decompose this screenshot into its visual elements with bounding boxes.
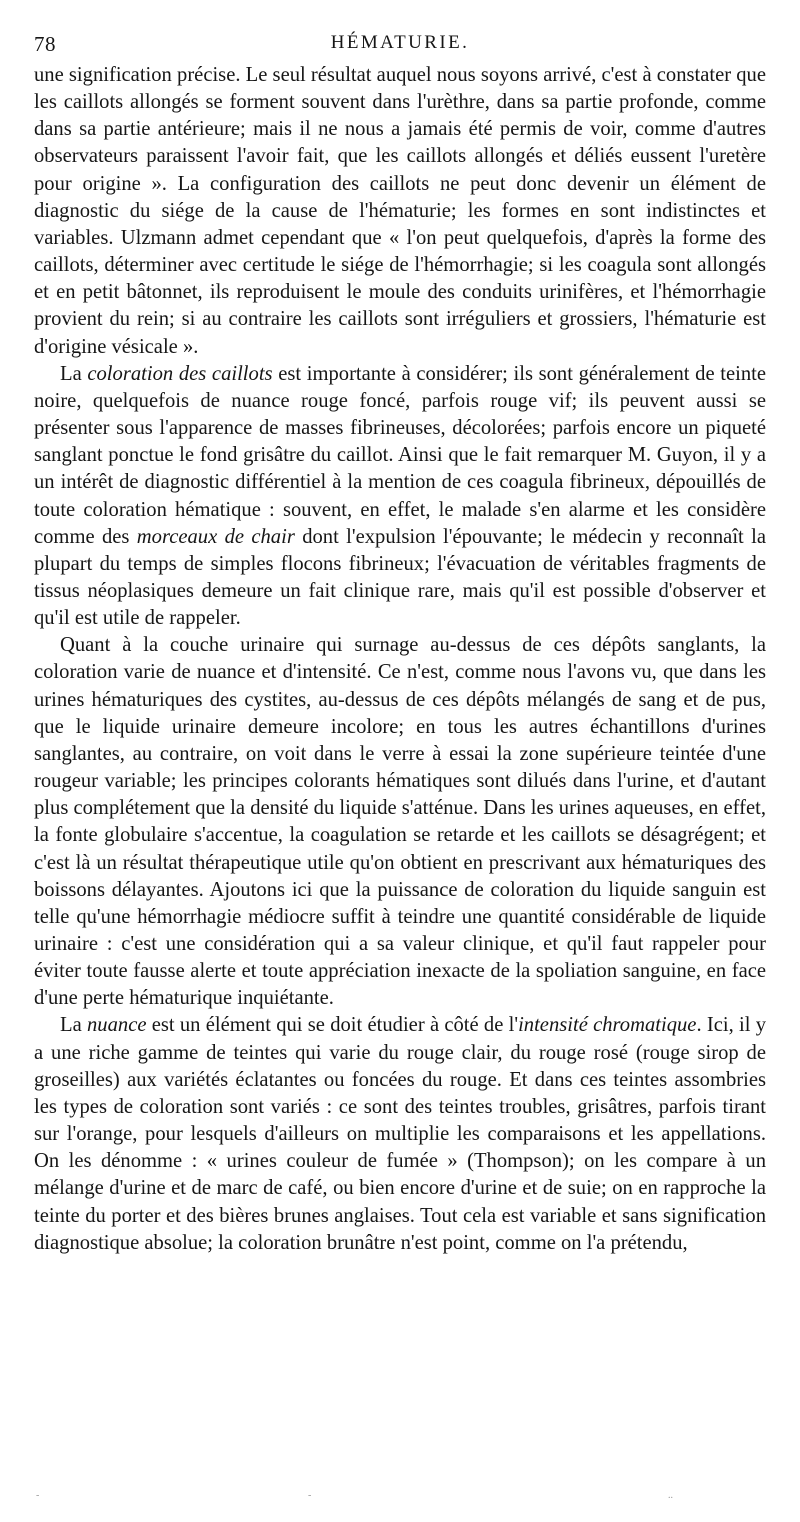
running-head: HÉMATURIE. <box>330 32 470 53</box>
paragraph <box>34 62 766 361</box>
scan-mark: .. <box>668 1490 673 1501</box>
italic-text: morceaux de chair <box>136 525 295 548</box>
text-run: une signification précise. Le seul résultat auquel nous soyons arrivé, c'est à constater que les caillots allongés se forment souvent dans l'urèthre, dans sa partie profonde, comme dans sa partie antérieure; mais il ne nous a jamais été permis de voir, comme d'autres observateurs paraissent l'avoir fait, que les caillots allongés et déliés eussent l'uretère pour origine ». La configuration des caillots ne peut donc devenir un élément de diagnostic du siége de la cause de l'hématurie; les formes en sont indistinctes et variables. Ulzmann admet cependant que « l'on peut quelquefois, d'après la forme des caillots, déterminer avec certitude le siége de l'hémorrhagie; si les coagula sont allongés et en petit bâtonnet, ils reproduisent le moule des conduits urinifères, et l'hémorrhagie provient du rein; si au contraire les caillots sont irréguliers et grossiers, l'hématurie est d'origine vésicale ». <box>34 64 766 358</box>
italic-text: nuance <box>87 1014 147 1037</box>
paragraph <box>34 361 766 633</box>
text-run: La <box>60 1014 87 1037</box>
page-number: 78 <box>34 32 56 56</box>
document-page <box>34 0 766 1257</box>
italic-text: coloration des caillots <box>87 362 273 385</box>
italic-text: intensité chromatique <box>518 1014 697 1037</box>
text-run: est un élément qui se doit étudier à côté de l' <box>146 1014 519 1037</box>
scan-mark: - <box>308 1490 312 1501</box>
text-run: Quant à la couche urinaire qui surnage au-dessus de ces dépôts sanglants, la coloration varie de nuance et d'intensité. Ce n'est, comme nous l'avons vu, que dans les urines hématuriques des cystites, au-dessus de ces dépôts mélangés de sang et de pus, que le liquide urinaire demeure incolore; en tous les autres échantillons d'urines sanglantes, au contraire, on voit dans le verre à essai la zone supérieure teintée d'une rougeur variable; les principes colorants hématiques sont dilués dans l'urine, et d'autant plus complétement que la densité du liquide s'atténue. Dans les urines aqueuses, en effet, la fonte globulaire s'accentue, la coagulation se retarde et les caillots se désagrégent; et c'est là un résultat thérapeutique utile qu'on obtient en prescrivant aux hématuriques des boissons délayantes. Ajoutons ici que la puissance de coloration du liquide sanguin est telle qu'une hémorrhagie médiocre suffit à teindre une quantité considérable de liquide urinaire : c'est une considération qui a sa valeur clinique, et qu'il faut rappeler pour éviter toute fausse alerte et toute appréciation inexacte de la spoliation sanguine, en face d'une perte hématurique inquiétante. <box>34 634 766 1010</box>
text-run: dont l'expulsion l'épouvante; le médecin y reconnaît la plupart du temps de simples flocons fibrineux; l'évacuation de véritables fragments de tissus néoplasiques demeure un fait clinique rare, mais qu'il est possible d'observer et qu'il est utile de rappeler. <box>34 525 766 630</box>
page-footer-marks <box>0 1490 800 1500</box>
text-run: La <box>60 362 88 385</box>
body-text <box>34 62 766 1257</box>
paragraph <box>34 1012 766 1256</box>
text-run: . Ici, il y a une riche gamme de teintes qui varie du rouge clair, du rouge rosé (rouge sirop de groseilles) aux variétés éclatantes ou foncées du rouge. Et dans ces teintes assombries les types de coloration sont variés : ce sont des teintes troubles, grisâtres, parfois tirant sur l'orange, pour lesquels d'ailleurs on multiplie les comparaisons et les appellations. On les dénomme : « urines couleur de fumée » (Thompson); on les compare à un mélange d'urine et de marc de café, ou bien encore d'urine et de suie; on en rapproche la teinte du porter et des bières brunes anglaises. Tout cela est variable et sans signification diagnostique absolue; la coloration brunâtre n'est point, comme on l'a prétendu, <box>34 1014 766 1254</box>
text-run: est importante à considérer; ils sont généralement de teinte noire, quelquefois de nuance rouge foncé, parfois rouge vif; ils peuvent aussi se présenter sous l'apparence de masses fibrineuses, décolorées; parfois encore un piqueté sanglant ponctue le fond grisâtre du caillot. Ainsi que le fait remarquer M. Guyon, il y a un intérêt de diagnostic différentiel à la mention de ces coagula fibrineux, dépouillés de toute coloration hématique : souvent, en effet, le malade s'en alarme et les considère comme des <box>34 362 766 548</box>
paragraph <box>34 632 766 1012</box>
scan-mark: - <box>36 1490 40 1501</box>
page-header <box>34 0 766 62</box>
